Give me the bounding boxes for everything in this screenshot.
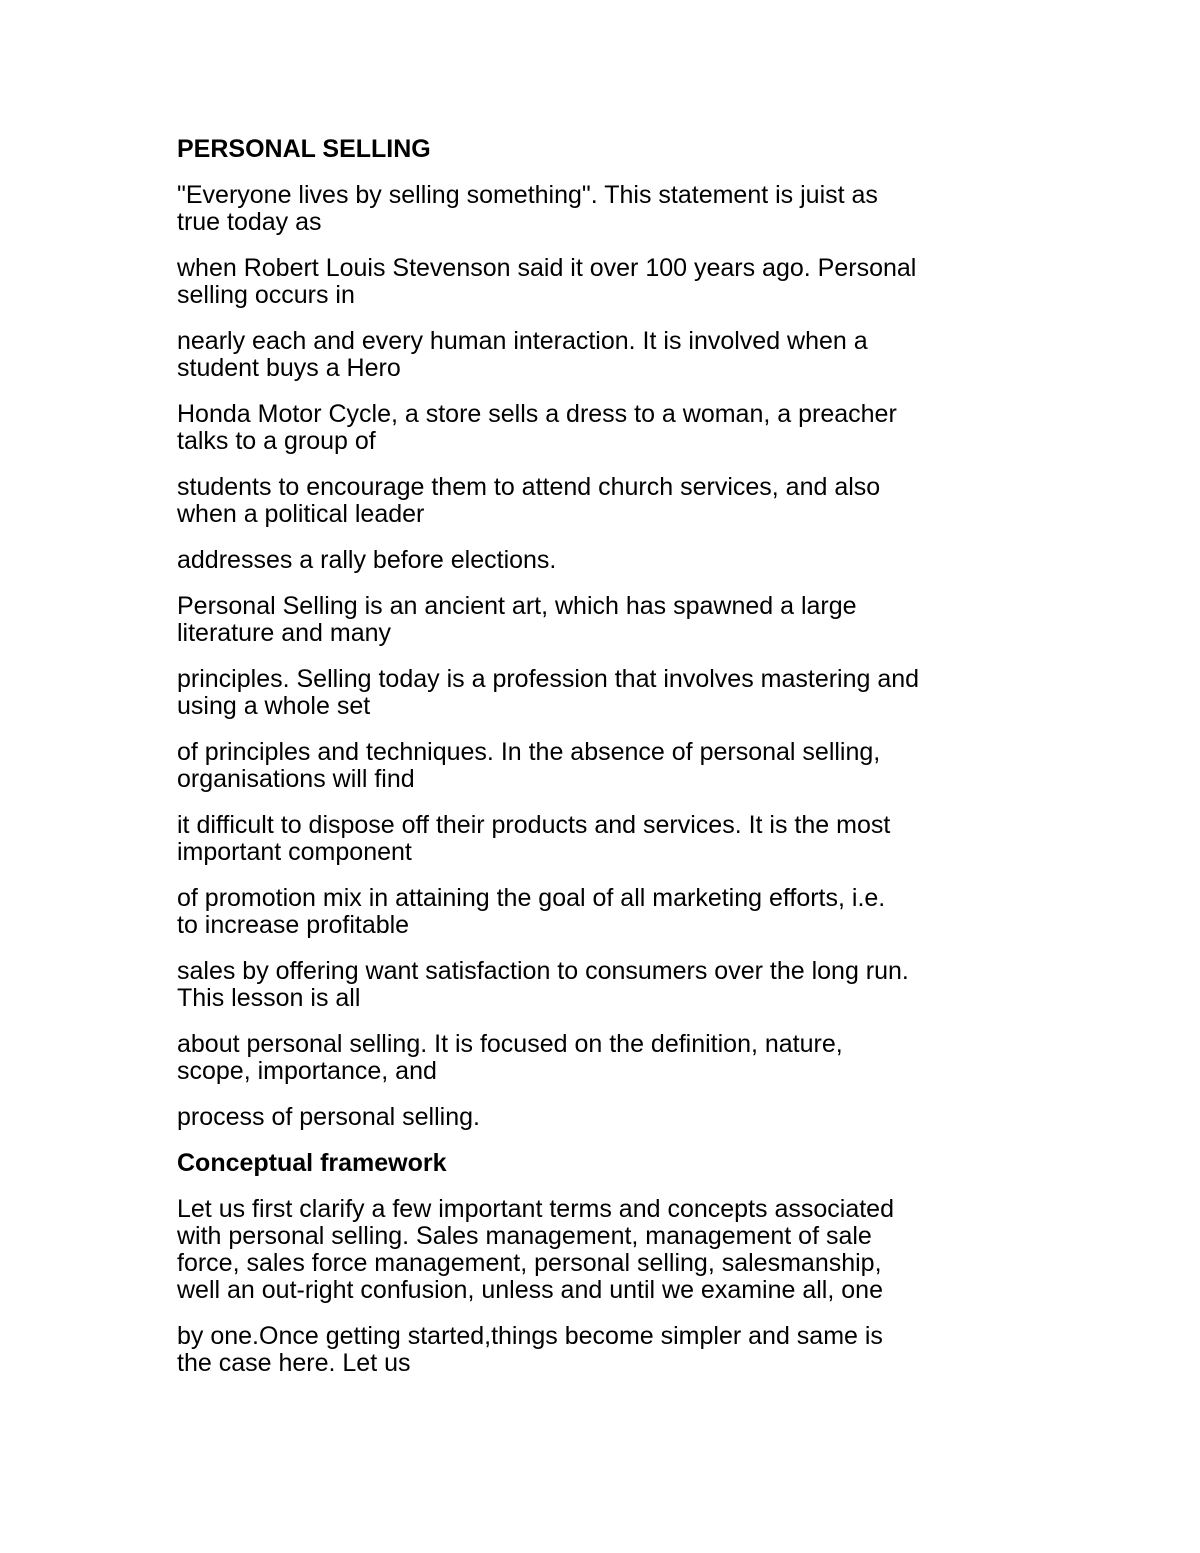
paragraph: Honda Motor Cycle, a store sells a dress to a woman, a preacher talks to a group of [177, 400, 897, 455]
paragraph: students to encourage them to attend church services, and also when a political leader [177, 473, 881, 528]
paragraph: Let us first clarify a few important terms and concepts associated with personal selling. Sales management, management of sale force, sales force management, personal selling, salesmanship, well an out-right confusion, unless and until we examine all, one [177, 1195, 894, 1304]
paragraph: nearly each and every human interaction. It is involved when a student buys a Hero [177, 327, 868, 382]
paragraph: "Everyone lives by selling something". This statement is juist as true today as [177, 181, 878, 236]
document-body [177, 136, 1037, 1396]
paragraph: addresses a rally before elections. [177, 546, 557, 574]
paragraph: by one.Once getting started,things become simpler and same is the case here. Let us [177, 1322, 883, 1377]
paragraph: Personal Selling is an ancient art, which has spawned a large literature and many [177, 592, 857, 647]
paragraph: sales by offering want satisfaction to consumers over the long run. This lesson is all [177, 957, 909, 1012]
paragraph: of promotion mix in attaining the goal of all marketing efforts, i.e. to increase profitable [177, 884, 886, 939]
paragraph: principles. Selling today is a profession that involves mastering and using a whole set [177, 665, 920, 720]
paragraph: it difficult to dispose off their products and services. It is the most important component [177, 811, 891, 866]
paragraph: when Robert Louis Stevenson said it over 100 years ago. Personal selling occurs in [177, 254, 917, 309]
document-title: PERSONAL SELLING [177, 135, 431, 163]
paragraph: of principles and techniques. In the absence of personal selling, organisations will find [177, 738, 881, 793]
paragraph: about personal selling. It is focused on the definition, nature, scope, importance, and [177, 1030, 843, 1085]
section-heading: Conceptual framework [177, 1149, 447, 1177]
paragraph: process of personal selling. [177, 1103, 480, 1131]
